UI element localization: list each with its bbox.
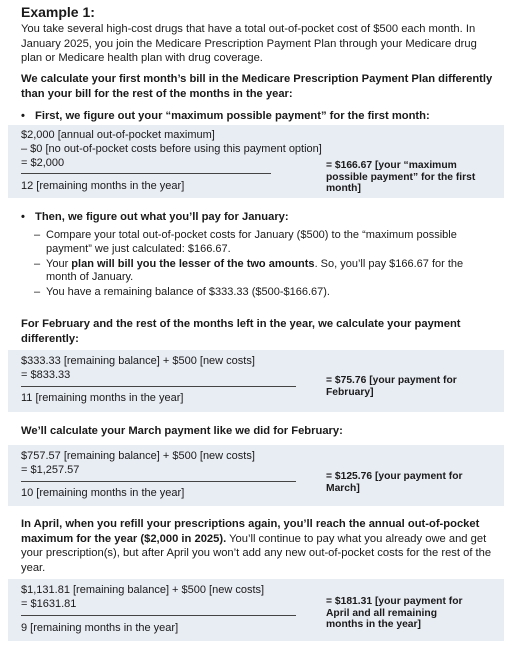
calc-line-1: $333.33 [remaining balance] + $500 [new costs] [21,355,255,367]
calc-line-1: $2,000 [annual out-of-pocket maximum] [21,129,215,141]
calc-line-2: = $1631.81 [21,598,77,610]
january-list-item: – Compare your total out-of-pocket costs for January ($500) to the “maximum possible payment” we just calculated: $166.67. [34,229,457,255]
fraction-rule [21,481,296,482]
january-list [34,229,496,301]
calc-line-2: – $0 [no out-of-pocket costs before using this payment option] [21,143,322,155]
calc-result: = $125.76 [your payment for March] [326,471,463,494]
calc-denominator: 10 [remaining months in the year] [21,487,185,499]
march-heading: We’ll calculate your March payment like we did for February: [21,425,343,437]
calc-box-first-month [8,125,504,198]
april-heading [21,517,501,575]
calc-line-2: = $1,257.57 [21,464,80,476]
calc-result: = $166.67 [your “maximum possible payment” for the first month] [326,160,476,194]
calc-heading: We calculate your first month’s bill in the Medicare Prescription Payment Plan differently than your bill for the rest of the months in the year: [21,73,493,100]
april-heading-rest: You’ll continue to pay what you already owe and get your prescription(s), but after April you won’t add any new out-of-pocket costs for the rest of the year. [21,532,492,574]
fraction-rule [21,386,296,387]
calc-denominator: 11 [remaining months in the year] [21,392,184,404]
april-heading-bold: In April, when you refill your prescriptions again, you’ll reach the annual out-of-pocket maximum for the year ($2,000 in 2025). [21,518,480,545]
january-list-item: – You have a remaining balance of $333.33 ($500-$166.67). [34,286,330,298]
bullet-dot: • [21,211,25,223]
bullet-dot: • [21,110,25,122]
calc-denominator: 12 [remaining months in the year] [21,180,185,192]
calc-line-2: = $833.33 [21,369,71,381]
fraction-rule [21,173,271,174]
calc-line-3: = $2,000 [21,157,65,169]
calc-line-1: $1,131.81 [remaining balance] + $500 [new costs] [21,584,265,596]
example-title: Example 1: [21,4,95,20]
calc-box-april [8,579,504,641]
january-list-item: – Your plan will bill you the lesser of the two amounts. So, you’ll pay $166.67 for the month of January. [34,257,464,283]
fraction-rule [21,615,296,616]
calc-denominator: 9 [remaining months in the year] [21,622,179,634]
calc-box-february [8,350,504,412]
january-item-text: Your plan will bill you the lesser of the two amounts. So, you’ll pay $166.67 for the month of January. [46,257,464,283]
calc-box-march [8,445,504,506]
january-item-text: You have a remaining balance of $333.33 ($500-$166.67). [46,286,330,298]
january-item-text: Compare your total out-of-pocket costs for January ($500) to the “maximum possible payment” we just calculated: $166.67. [46,229,457,255]
calc-result: = $181.31 [your payment for April and all remaining months in the year] [326,596,463,630]
calc-line-1: $757.57 [remaining balance] + $500 [new costs] [21,450,255,462]
feb-heading: For February and the rest of the months left in the year, we calculate your payment differently: [21,318,461,345]
calc-result: = $75.76 [your payment for February] [326,375,457,398]
intro-paragraph: You take several high-cost drugs that have a total out-of-pocket cost of $500 each month. In January 2025, you join the Medicare Prescription Payment Plan through your Medicare drug plan or Medicare health plan with drug coverage. [21,23,477,64]
bullet-first-text: First, we figure out your “maximum possible payment” for the first month: [35,110,430,122]
bullet-then-text: Then, we figure out what you’ll pay for January: [35,211,289,223]
